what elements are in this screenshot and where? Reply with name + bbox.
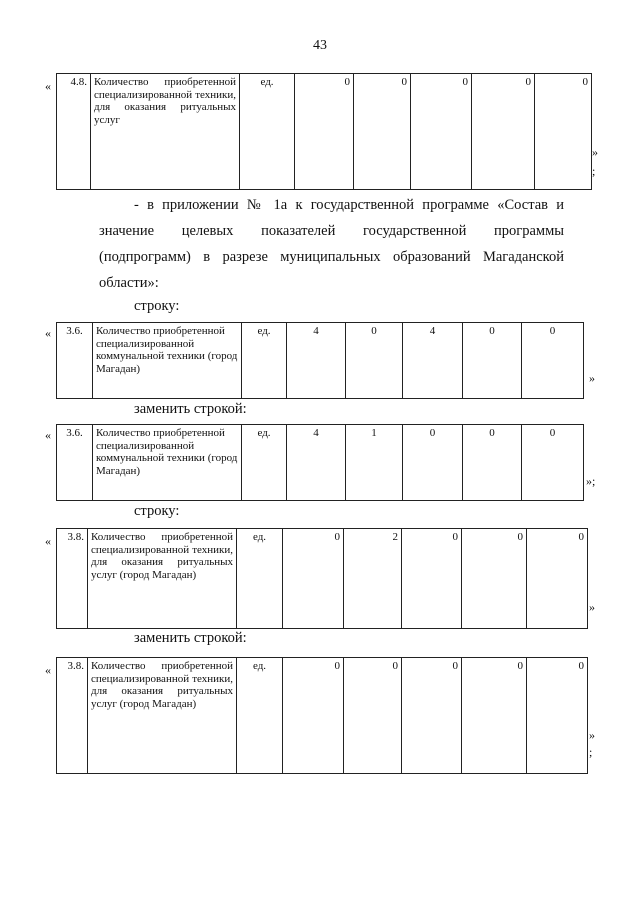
value-cell: 0 [402, 529, 462, 629]
close-quote: » [592, 145, 598, 159]
indicator-name: Количество приобретенной специализированной техники, для оказания ритуальных услуг (город Магадан) [88, 529, 237, 629]
indicator-row-table [56, 322, 584, 399]
value-cell: 4 [403, 323, 463, 399]
value-cell: 0 [283, 658, 344, 774]
label-zamenit: заменить строкой: [134, 630, 247, 646]
unit-cell: ед. [237, 658, 283, 774]
open-quote: « [45, 428, 51, 442]
indicator-row-table [56, 424, 584, 501]
value-cell: 1 [346, 425, 403, 501]
paragraph-line: (подпрограмм) в разрезе муниципальных образований Магаданской [99, 249, 564, 265]
amendment-paragraph-body [99, 218, 564, 296]
value-cell: 0 [522, 323, 584, 399]
indicator-name: Количество приобретенной специализированной техники, для оказания ритуальных услуг [91, 74, 240, 190]
indicator-name: Количество приобретенной специализированной коммунальной техники (город Магадан) [93, 425, 242, 501]
unit-cell: ед. [242, 425, 287, 501]
row-number: 4.8. [57, 74, 91, 190]
indicator-row-table [56, 73, 592, 190]
label-stroku: строку: [134, 503, 180, 519]
value-cell: 0 [463, 425, 522, 501]
value-cell: 0 [527, 529, 588, 629]
value-cell: 0 [522, 425, 584, 501]
page-number: 43 [313, 38, 327, 53]
close-quote: » [589, 371, 595, 385]
value-cell: 0 [354, 74, 411, 190]
value-cell: 0 [472, 74, 535, 190]
row-number: 3.6. [57, 323, 93, 399]
close-quote-semicolon: »; [586, 474, 596, 488]
open-quote: « [45, 326, 51, 340]
value-cell: 0 [535, 74, 592, 190]
open-quote: « [45, 534, 51, 548]
paragraph-line: значение целевых показателей государственной программы [99, 223, 564, 239]
row-number: 3.6. [57, 425, 93, 501]
row-number: 3.8. [57, 529, 88, 629]
value-cell: 0 [462, 529, 527, 629]
paragraph-line: области»: [99, 275, 159, 291]
indicator-row-table [56, 528, 588, 629]
indicator-name: Количество приобретенной специализированной техники, для оказания ритуальных услуг (город Магадан) [88, 658, 237, 774]
amendment-paragraph-line1: - в приложении № 1а к государственной программе «Состав и [134, 197, 564, 213]
value-cell: 0 [403, 425, 463, 501]
value-cell: 0 [462, 658, 527, 774]
indicator-row-table [56, 657, 588, 774]
value-cell: 0 [527, 658, 588, 774]
row-number: 3.8. [57, 658, 88, 774]
value-cell: 0 [411, 74, 472, 190]
unit-cell: ед. [237, 529, 283, 629]
value-cell: 0 [402, 658, 462, 774]
close-quote: » [589, 728, 595, 742]
close-quote: » [589, 600, 595, 614]
indicator-name: Количество приобретенной специализированной коммунальной техники (город Магадан) [93, 323, 242, 399]
semicolon: ; [589, 745, 593, 759]
label-stroku: строку: [134, 298, 180, 314]
value-cell: 0 [344, 658, 402, 774]
value-cell: 0 [283, 529, 344, 629]
value-cell: 0 [295, 74, 354, 190]
value-cell: 4 [287, 425, 346, 501]
open-quote: « [45, 663, 51, 677]
unit-cell: ед. [242, 323, 287, 399]
semicolon: ; [592, 164, 596, 178]
value-cell: 0 [346, 323, 403, 399]
unit-cell: ед. [240, 74, 295, 190]
value-cell: 0 [463, 323, 522, 399]
open-quote: « [45, 79, 51, 93]
value-cell: 4 [287, 323, 346, 399]
value-cell: 2 [344, 529, 402, 629]
label-zamenit: заменить строкой: [134, 401, 247, 417]
